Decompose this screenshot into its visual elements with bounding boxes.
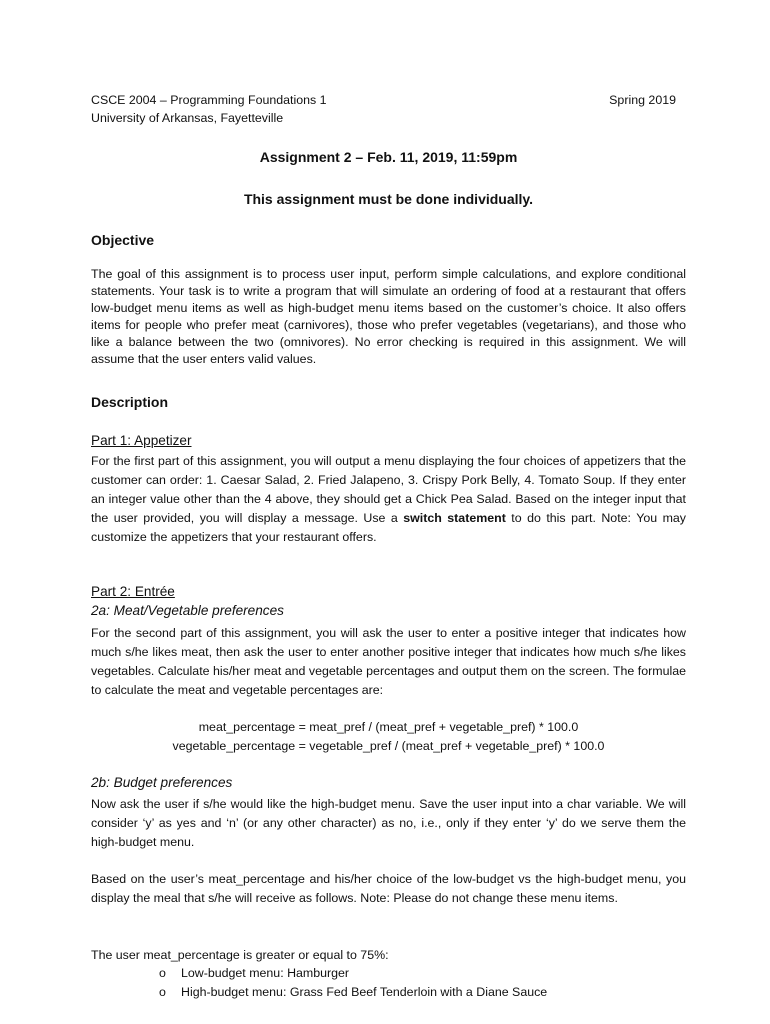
meat-formula: meat_percentage = meat_pref / (meat_pref + vegetable_pref) * 100.0 xyxy=(198,720,579,734)
part2b-text: Now ask the user if s/he would like the high-budget menu. Save the user input into a char variable. We will consider ‘y’ as yes and ‘n’ (or any other character) as no, i.e., only if they enter ‘y’ do we serve them the high-budget menu. xyxy=(91,797,686,849)
part2b-subtitle: 2b: Budget preferences xyxy=(91,775,233,790)
list-item-text: High-budget menu: Grass Fed Beef Tenderloin with a Diane Sauce xyxy=(181,985,548,999)
list-item xyxy=(159,964,349,983)
header-block xyxy=(91,91,686,127)
university-name: University of Arkansas, Fayetteville xyxy=(91,111,284,125)
part2a-text: For the second part of this assignment, you will ask the user to enter a positive integer that indicates how much s/he likes meat, then ask the user to enter another positive integer that indicates how much s/he likes vegetables. Calculate his/her meat and vegetable percentages and output them on the screen. The formulae to calculate the meat and vegetable percentages are: xyxy=(91,626,686,697)
part1-title: Part 1: Appetizer xyxy=(91,433,192,448)
list-item xyxy=(159,983,547,1002)
menu-intro-text: Based on the user’s meat_percentage and his/her choice of the low-budget vs the high-budget menu, you display the meal that s/he will receive as follows. Note: Please do not change these menu items. xyxy=(91,872,686,905)
bullet-mark: o xyxy=(159,985,166,999)
part1-bold-term: switch statement xyxy=(403,510,506,525)
description-heading: Description xyxy=(91,394,169,410)
term-label: Spring 2019 xyxy=(609,93,676,107)
part1-text-before: For the first part of this assignment, you will output a menu displaying the four choices of appetizers that the customer can order: 1. Caesar Salad, 2. Fried Jalapeno, 3. Crispy Pork Belly, 4. Tomato Soup. If they enter an integer value other than the 4 above, they should get a Chick Pea Salad. Based on the integer input that the user provided, you will display a message. Use a xyxy=(91,454,686,525)
bullet-mark: o xyxy=(159,966,166,980)
part1-text-after: to do this part. Note: You may customize the appetizers that your restaurant offers. xyxy=(91,510,686,544)
objective-text: The goal of this assignment is to process user input, perform simple calculations, and explore conditional statements. Your task is to write a program that will simulate an ordering of food at a restaurant that offers low-budget menu items as well as high-budget menu items based on the customer’s choice. It also offers items for people who prefer meat (carnivores), those who prefer vegetables (vegetarians), and those who like a balance between the two (omnivores). No error checking is required in this assignment. We will assume that the user enters valid values. xyxy=(91,267,686,366)
course-name: CSCE 2004 – Programming Foundations 1 xyxy=(91,93,327,107)
assignment-title: Assignment 2 – Feb. 11, 2019, 11:59pm xyxy=(259,149,518,165)
objective-heading: Objective xyxy=(91,232,155,248)
part2-title: Part 2: Entrée xyxy=(91,584,175,599)
part1-text xyxy=(91,452,686,547)
condition-text: The user meat_percentage is greater or equal to 75%: xyxy=(91,948,389,962)
individual-notice: This assignment must be done individually. xyxy=(243,191,534,207)
part2a-subtitle: 2a: Meat/Vegetable preferences xyxy=(91,603,284,618)
vegetable-formula: vegetable_percentage = vegetable_pref / (meat_pref + vegetable_pref) * 100.0 xyxy=(172,739,605,753)
list-item-text: Low-budget menu: Hamburger xyxy=(181,966,350,980)
